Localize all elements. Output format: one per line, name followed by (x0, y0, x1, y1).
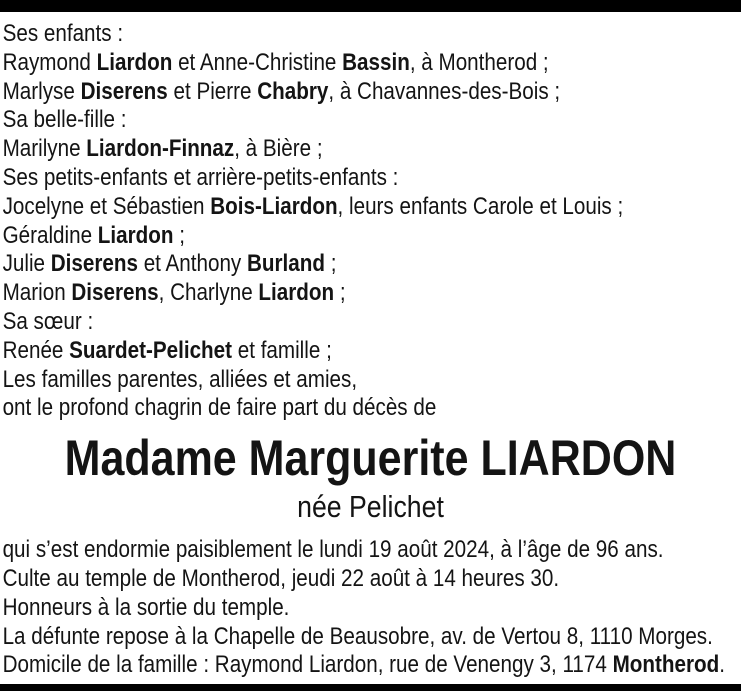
maiden-name-subtitle: née Pelichet (297, 489, 444, 525)
intro-line-sa-soeur: Sa sœur : (2, 307, 94, 335)
detail-line-deces-date: qui s’est endormie paisiblement le lundi 19 août 2024, à l’âge de 96 ans. (2, 536, 664, 564)
intro-line-profond-chagrin: ont le profond chagrin de faire part du décès de (2, 394, 437, 422)
detail-line-domicile: Domicile de la famille : Raymond Liardon, rue de Venengy 3, 1174 Montherod. (2, 651, 725, 679)
intro-line-sa-belle-fille: Sa belle-fille : (2, 106, 127, 134)
ceremony-details (0, 536, 741, 680)
intro-line-jocelyne-sebastien: Jocelyne et Sébastien Bois-Liardon, leurs enfants Carole et Louis ; (2, 192, 624, 220)
intro-line-marion-charlyne: Marion Diserens, Charlyne Liardon ; (2, 279, 346, 307)
intro-line-julie-anthony: Julie Diserens et Anthony Burland ; (2, 250, 337, 278)
top-border-bar (0, 0, 741, 12)
intro-line-familles-parentes: Les familles parentes, alliées et amies, (2, 365, 358, 393)
deceased-name-title: Madame Marguerite LIARDON (64, 430, 677, 487)
intro-line-marlyse-diserens: Marlyse Diserens et Pierre Chabry, à Chavannes-des-Bois ; (2, 77, 561, 105)
intro-line-ses-enfants: Ses enfants : (2, 20, 124, 47)
bottom-border-bar (0, 684, 741, 691)
intro-line-petits-enfants: Ses petits-enfants et arrière-petits-enfants : (2, 163, 399, 191)
intro-line-geraldine: Géraldine Liardon ; (2, 221, 185, 249)
intro-line-raymond-liardon: Raymond Liardon et Anne-Christine Bassin, à Montherod ; (2, 48, 549, 76)
detail-line-culte: Culte au temple de Montherod, jeudi 22 août à 14 heures 30. (2, 564, 560, 592)
detail-line-honneurs: Honneurs à la sortie du temple. (2, 593, 290, 621)
detail-line-chapelle: La défunte repose à la Chapelle de Beausobre, av. de Vertou 8, 1110 Morges. (2, 622, 713, 650)
intro-line-renee-suardet: Renée Suardet-Pelichet et famille ; (2, 336, 332, 364)
intro-line-marilyne-liardon-finnaz: Marilyne Liardon-Finnaz, à Bière ; (2, 135, 323, 163)
